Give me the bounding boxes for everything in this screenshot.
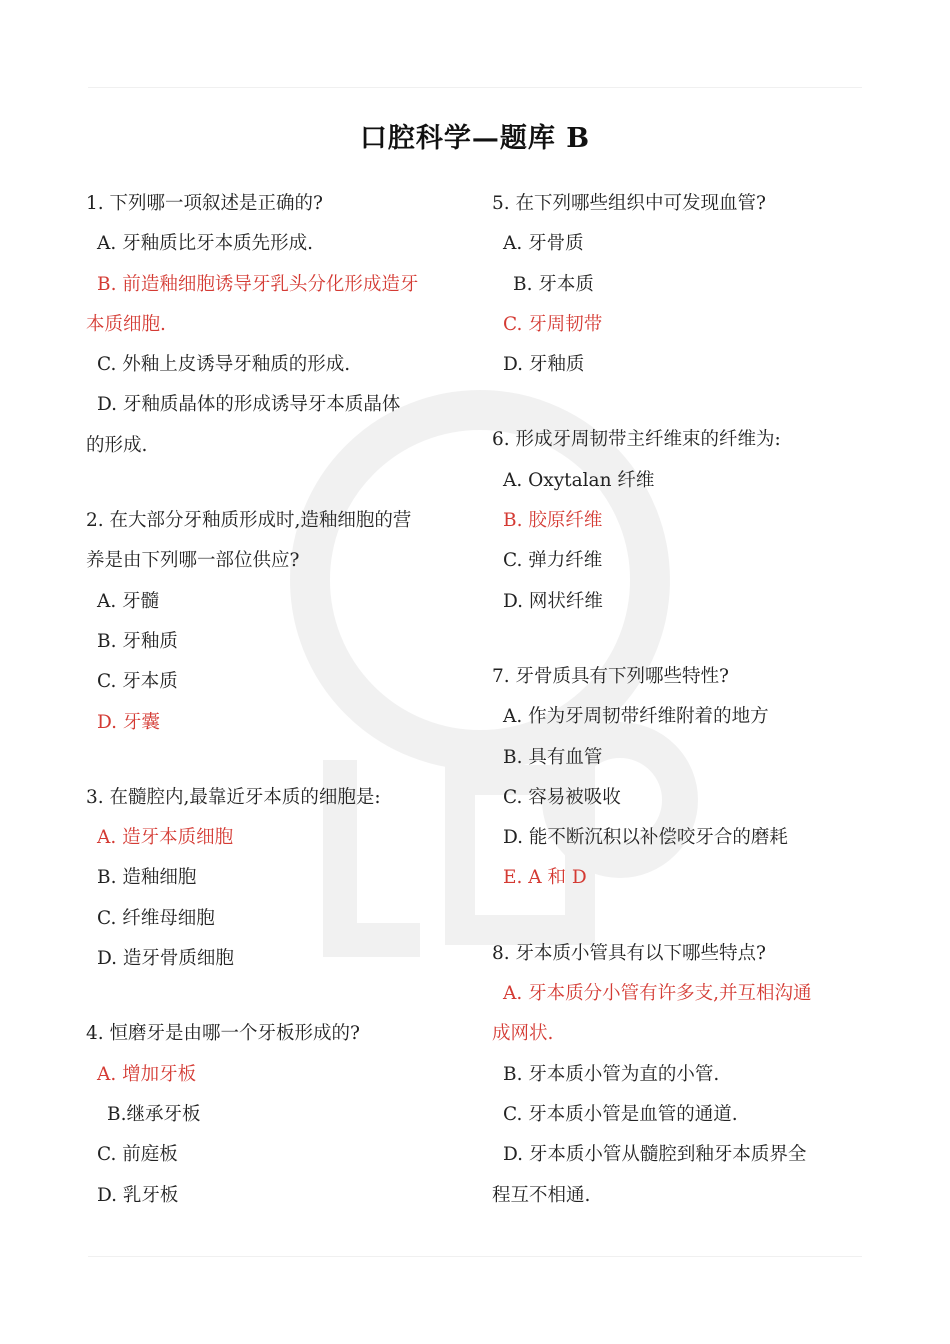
answer-option: D. 造牙骨质细胞 [97, 948, 234, 970]
correct-answer-option: 本质细胞. [86, 313, 166, 335]
correct-answer-option: A. 牙本质分小管有许多支,并互相沟通 [503, 983, 812, 1005]
answer-option: B.继承牙板 [107, 1103, 201, 1125]
answer-option: 程互不相通. [492, 1184, 591, 1206]
question-number: 8. [492, 942, 510, 964]
left-column [86, 184, 466, 1216]
answer-option: C. 外釉上皮诱导牙釉质的形成. [97, 354, 351, 376]
right-column [492, 184, 864, 1216]
question-stem [492, 420, 864, 460]
answer-option: B. 造釉细胞 [97, 867, 197, 889]
question-number: 6. [492, 429, 510, 451]
answer-option: 的形成. [86, 434, 148, 456]
page-title: 口腔科学—题库 B [359, 123, 591, 154]
answer-option: D. 牙釉质晶体的形成诱导牙本质晶体 [97, 394, 401, 416]
correct-answer-option: A. 增加牙板 [97, 1063, 197, 1085]
question-text: 在髓腔内,最靠近牙本质的细胞是: [109, 786, 381, 808]
answer-option: A. 牙釉质比牙本质先形成. [97, 233, 314, 255]
question-5 [492, 184, 864, 385]
question-gap [86, 979, 466, 1014]
answer-option: B. 牙本质小管为直的小管. [503, 1063, 720, 1085]
answer-option: C. 容易被吸收 [503, 786, 621, 808]
answer-option: A. 牙骨质 [503, 233, 584, 255]
answer-option: C. 牙本质小管是血管的通道. [503, 1103, 738, 1125]
answer-option: A. 牙髓 [97, 590, 160, 612]
question-4 [86, 1014, 466, 1215]
question-number: 4. [86, 1023, 104, 1045]
question-1 [86, 184, 466, 466]
correct-answer-option: B. 前造釉细胞诱导牙乳头分化形成造牙 [97, 273, 419, 295]
answer-option: B. 牙本质 [513, 273, 594, 295]
question-3 [86, 778, 466, 979]
question-number: 3. [86, 786, 104, 808]
answer-option: D. 网状纤维 [503, 590, 603, 612]
correct-answer-option: A. 造牙本质细胞 [97, 827, 234, 849]
correct-answer-option: C. 牙周韧带 [503, 313, 603, 335]
question-gap [86, 466, 466, 501]
question-number: 2. [86, 510, 104, 532]
question-number: 7. [492, 665, 510, 687]
answer-option: B. 牙釉质 [97, 630, 178, 652]
correct-answer-option: E. A 和 D [503, 867, 587, 889]
question-2 [86, 501, 466, 743]
question-number: 1. [86, 193, 104, 214]
correct-answer-option: B. 胶原纤维 [503, 510, 603, 532]
header-rule [88, 87, 862, 88]
question-text: 形成牙周韧带主纤维束的纤维为: [515, 429, 781, 451]
question-text: 牙骨质具有下列哪些特性? [515, 665, 729, 687]
question-gap [86, 743, 466, 778]
answer-option: D. 牙釉质 [503, 354, 585, 376]
question-stem [86, 501, 466, 541]
footer-rule [88, 1256, 862, 1257]
question-7 [492, 657, 864, 899]
question-stem [86, 184, 466, 224]
question-8 [492, 934, 864, 1216]
question-stem [492, 657, 864, 697]
question-stem [86, 541, 466, 581]
question-text: 养是由下列哪一部位供应? [86, 550, 300, 572]
correct-answer-option: D. 牙囊 [97, 711, 160, 733]
answer-option: D. 牙本质小管从髓腔到釉牙本质界全 [503, 1144, 807, 1166]
question-stem [86, 1014, 466, 1054]
question-text: 在大部分牙釉质形成时,造釉细胞的营 [109, 510, 412, 532]
answer-option: D. 能不断沉积以补偿咬牙合的磨耗 [503, 827, 788, 849]
answer-option: A. 作为牙周韧带纤维附着的地方 [503, 706, 769, 728]
question-text: 下列哪一项叙述是正确的? [109, 193, 323, 214]
question-stem [492, 184, 864, 224]
answer-option: C. 牙本质 [97, 671, 178, 693]
question-gap [492, 899, 864, 934]
question-gap [492, 385, 864, 420]
answer-option: C. 弹力纤维 [503, 550, 603, 572]
answer-option: D. 乳牙板 [97, 1184, 179, 1206]
question-stem [492, 934, 864, 974]
answer-option: A. Oxytalan 纤维 [503, 469, 655, 491]
question-text: 牙本质小管具有以下哪些特点? [515, 942, 766, 964]
correct-answer-option: 成网状. [492, 1023, 554, 1045]
question-gap [492, 622, 864, 657]
question-text: 恒磨牙是由哪一个牙板形成的? [109, 1023, 360, 1045]
question-number: 5. [492, 193, 510, 214]
answer-option: C. 前庭板 [97, 1144, 178, 1166]
question-stem [86, 778, 466, 818]
question-6 [492, 420, 864, 621]
answer-option: B. 具有血管 [503, 746, 603, 768]
answer-option: C. 纤维母细胞 [97, 907, 215, 929]
question-text: 在下列哪些组织中可发现血管? [515, 193, 766, 214]
